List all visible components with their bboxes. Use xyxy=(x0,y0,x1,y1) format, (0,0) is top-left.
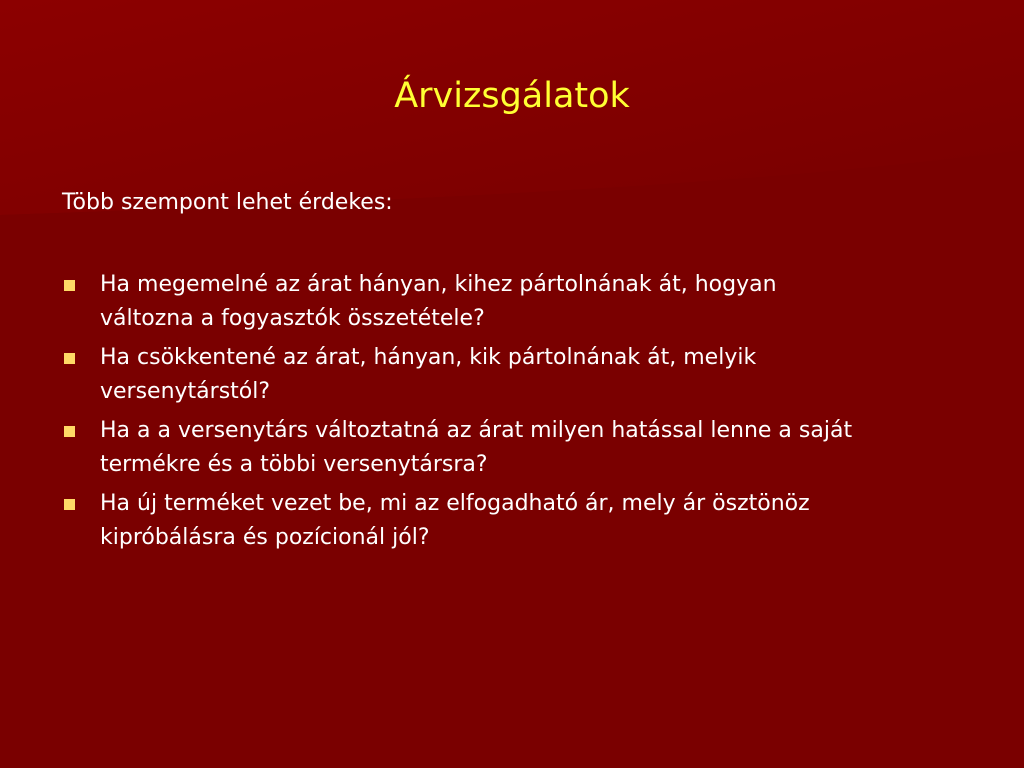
bullet-line: Ha a a versenytárs változtatná az árat milyen hatással lenne a saját xyxy=(100,418,853,443)
bullet-line: Ha új terméket vezet be, mi az elfogadható ár, mely ár ösztönöz xyxy=(100,491,810,516)
bullet-line: Ha csökkentené az árat, hányan, kik pártolnának át, melyik xyxy=(100,345,757,370)
square-bullet-icon xyxy=(64,426,75,437)
bullet-line: versenytárstól? xyxy=(100,379,271,404)
bullet-line: változna a fogyasztók összetétele? xyxy=(100,306,485,331)
slide-title: Árvizsgálatok xyxy=(394,76,630,116)
intro-text: Több szempont lehet érdekes: xyxy=(62,190,393,215)
square-bullet-icon xyxy=(64,499,75,510)
bullet-line: kipróbálásra és pozícionál jól? xyxy=(100,525,430,550)
square-bullet-icon xyxy=(64,353,75,364)
bullet-line: Ha megemelné az árat hányan, kihez pártolnának át, hogyan xyxy=(100,272,777,297)
square-bullet-icon xyxy=(64,280,75,291)
list-item xyxy=(62,414,962,482)
list-item xyxy=(62,268,962,336)
bullet-line: termékre és a többi versenytársra? xyxy=(100,452,488,477)
bullet-list xyxy=(62,268,962,560)
list-item xyxy=(62,341,962,409)
list-item xyxy=(62,487,962,555)
